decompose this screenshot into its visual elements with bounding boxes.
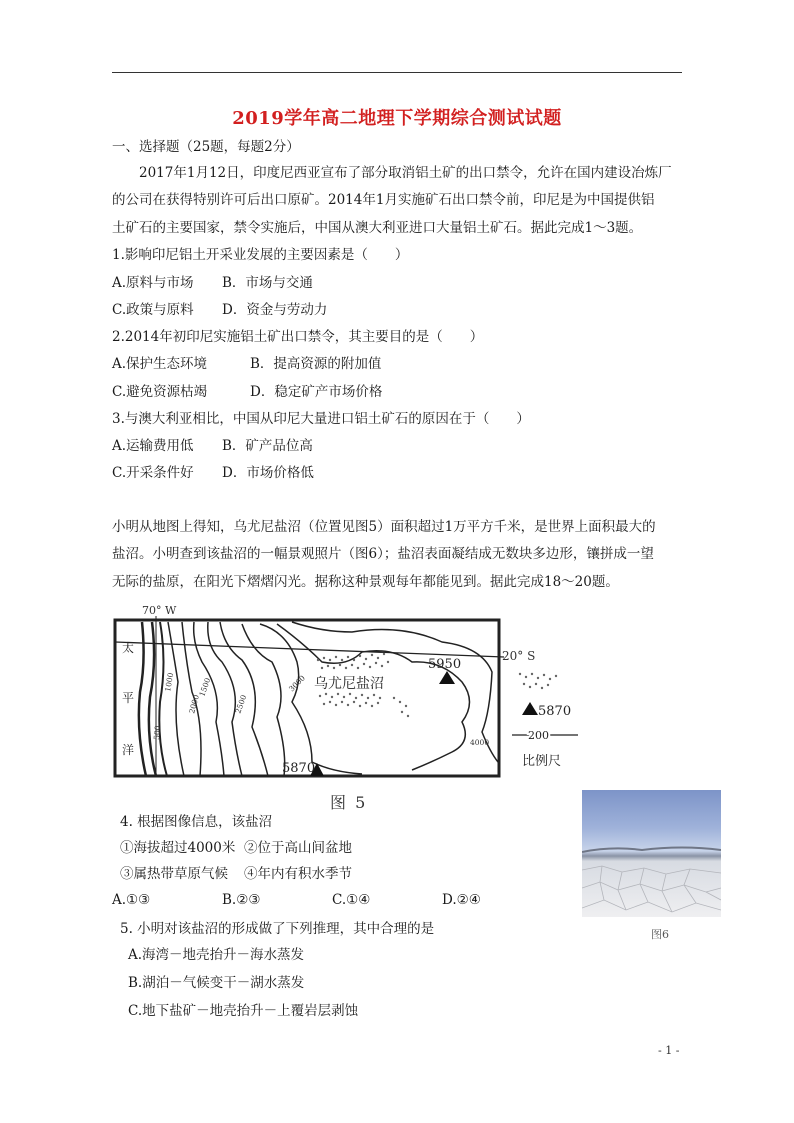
section-heading: 一、选择题（25题，每题2分） [112, 139, 300, 155]
question-3-options-row1 [112, 436, 313, 456]
passage-1-line: 2017年1月12日，印度尼西亚宣布了部分取消铝土矿的出口禁令，允许在国内建设冶炼厂 [139, 165, 672, 181]
contour-label: 4000 [470, 738, 490, 747]
option-d: D.②④ [442, 892, 481, 908]
contour-line [149, 622, 156, 776]
statement-3: ③属热带草原气候 [120, 866, 228, 882]
passage-1 [112, 160, 682, 242]
question-4-stem: 4. 根据图像信息，该盐沼 [120, 814, 273, 830]
question-5-stem: 5. 小明对该盐沼的形成做了下列推理，其中合理的是 [120, 921, 435, 937]
ocean-label-1: 太 [122, 641, 135, 655]
question-1-stem: 1.影响印尼铝土开采业发展的主要因素是（ ） [112, 247, 409, 263]
passage-2-line: 小明从地图上得知，乌尤尼盐沼（位置见图5）面积超过1万平方千米，是世界上面积最大的 [112, 519, 656, 535]
contour-line [208, 622, 242, 776]
figure-5-map [112, 602, 580, 812]
option-c: C.避免资源枯竭 [112, 384, 208, 400]
question-1-options-row1 [112, 273, 313, 293]
figure-6-caption: 图6 [651, 928, 669, 941]
peak-elevation-label: 5950 [428, 657, 462, 672]
option-a: A.①③ [112, 892, 151, 908]
option-c: C.地下盐矿－地壳抬升－上覆岩层剥蚀 [128, 1003, 359, 1019]
question-4-statements-row1 [120, 838, 352, 858]
header-rule [112, 72, 682, 73]
scale-label: 比例尺 [522, 754, 562, 769]
statement-4: ④年内有积水季节 [244, 866, 352, 882]
figure-5-caption: 图 5 [330, 793, 368, 812]
question-1-options-row2 [112, 300, 327, 320]
contour-label: 1000 [163, 671, 176, 693]
question-4-statements-row2 [120, 864, 352, 884]
contour-label: 500 [152, 725, 163, 741]
peak-elevation-label: 5870 [538, 704, 572, 719]
lake-name-label: 乌尤尼盐沼 [314, 676, 384, 692]
contour-line [260, 624, 362, 774]
option-b: B．提高资源的附加值 [250, 356, 382, 372]
scale-value: 200 [528, 729, 549, 742]
salt-flat-texture [582, 790, 721, 917]
option-d: D．资金与劳动力 [222, 302, 328, 318]
option-a: A.保护生态环境 [112, 356, 208, 372]
passage-2-line: 无际的盐原，在阳光下熠熠闪光。据称这种景观每年都能见到。据此完成18～20题。 [112, 573, 619, 590]
option-d: D．市场价格低 [222, 465, 314, 481]
question-2-options-row1 [112, 354, 381, 374]
map-frame [115, 620, 499, 776]
option-a: A.海湾－地壳抬升－海水蒸发 [128, 947, 305, 963]
passage-2-line: 盐沼。小明查到该盐沼的一幅景观照片（图6）；盐沼表面凝结成无数块多边形，镶拼成一望 [112, 546, 654, 563]
ocean-label-3: 洋 [122, 743, 135, 757]
option-c: C.①④ [332, 892, 371, 908]
option-b: B.②③ [222, 892, 261, 908]
option-d: D．稳定矿产市场价格 [250, 384, 383, 400]
longitude-label: 70° W [142, 604, 177, 617]
contour-label: 1500 [197, 676, 213, 698]
peak-elevation-label: 5870 [282, 761, 316, 776]
statement-2: ②位于高山间盆地 [244, 840, 352, 856]
peak-marker [522, 702, 538, 715]
question-2-stem: 2.2014年初印尼实施铝土矿出口禁令，其主要目的是（ ） [112, 329, 484, 345]
option-c: C.政策与原料 [112, 302, 194, 318]
contour-line [159, 622, 167, 776]
question-3-stem: 3.与澳大利亚相比，中国从印尼大量进口铝土矿石的原因在于（ ） [112, 411, 530, 427]
contour-label: 2500 [233, 693, 249, 715]
passage-2 [112, 514, 682, 596]
option-b: B．市场与交通 [222, 275, 313, 291]
passage-1-line: 土矿石的主要国家，禁令实施后，中国从澳大利亚进口大量铝土矿石。据此完成1～3题。 [112, 219, 643, 236]
page-title: 2019学年高二地理下学期综合测试试题 [232, 108, 562, 129]
latitude-label: 20° S [502, 649, 536, 663]
question-2-options-row2 [112, 382, 382, 402]
coastline [139, 622, 146, 776]
option-b: B.湖泊－气候变干－湖水蒸发 [128, 975, 305, 991]
question-3-options-row2 [112, 463, 314, 483]
contour-line [277, 624, 470, 770]
ocean-label-2: 平 [122, 691, 135, 705]
contour-label: 3000 [287, 673, 307, 694]
statement-1: ①海拔超过4000米 [120, 840, 236, 856]
passage-1-line: 的公司在获得特别许可后出口原矿。2014年1月实施矿石出口禁令前，印尼是为中国提供铝 [112, 192, 655, 209]
option-a: A.运输费用低 [112, 438, 194, 454]
figure-6-photo [582, 790, 721, 917]
question-4-options [112, 890, 481, 910]
option-b: B．矿产品位高 [222, 438, 313, 454]
page-number: - 1 - [658, 1044, 680, 1057]
option-a: A.原料与市场 [112, 275, 194, 291]
option-c: C.开采条件好 [112, 465, 194, 481]
contour-label: 2000 [187, 693, 201, 715]
